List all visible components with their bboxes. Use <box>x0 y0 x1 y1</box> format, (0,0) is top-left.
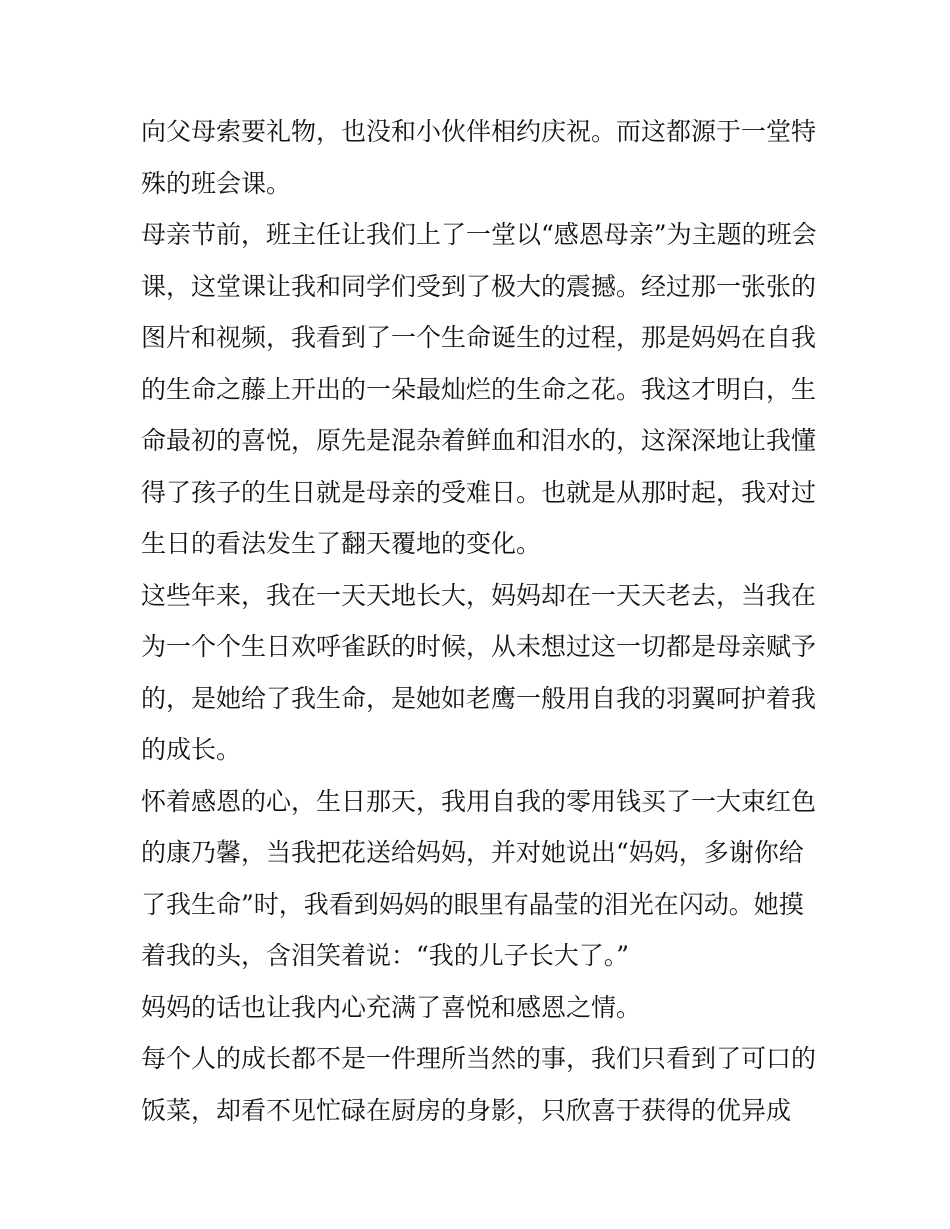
text-line: 殊的班会课。 <box>141 168 292 198</box>
text-line: 课，这堂课让我和同学们受到了极大的震撼。经过那一张张的 <box>141 271 817 301</box>
text-line: 图片和视频，我看到了一个生命诞生的过程，那是妈妈在自我 <box>141 323 817 352</box>
text-line: 怀着感恩的心，生日那天，我用自我的零用钱买了一大束红色 <box>141 786 817 816</box>
text-line: 向父母索要礼物，也没和小伙伴相约庆祝。而这都源于一堂特 <box>141 117 817 146</box>
text-line: 得了孩子的生日就是母亲的受难日。也就是从那时起，我对过 <box>141 477 817 507</box>
text-line: 饭菜，却看不见忙碌在厨房的身影，只欣喜于获得的优异成 <box>141 1095 792 1125</box>
text-line: 的成长。 <box>141 735 242 764</box>
text-line: 着我的头，含泪笑着说：“我的儿子长大了。” <box>141 941 630 970</box>
text-line: 命最初的喜悦，原先是混杂着鲜血和泪水的，这深深地让我懂 <box>141 426 817 455</box>
text-line: 的生命之藤上开出的一朵最灿烂的生命之花。我这才明白，生 <box>141 374 817 404</box>
text-line: 生日的看法发生了翻天覆地的变化。 <box>141 529 542 558</box>
text-line: 的，是她给了我生命，是她如老鹰一般用自我的羽翼呵护着我 <box>141 683 817 713</box>
body-text <box>141 106 821 1136</box>
text-line: 的康乃馨，当我把花送给妈妈，并对她说出“妈妈，多谢你给 <box>141 838 804 867</box>
text-line: 妈妈的话也让我内心充满了喜悦和感恩之情。 <box>141 992 642 1022</box>
text-line: 为一个个生日欢呼雀跃的时候，从未想过这一切都是母亲赋予 <box>141 632 817 661</box>
text-line: 母亲节前，班主任让我们上了一堂以“感恩母亲”为主题的班会 <box>141 220 817 249</box>
text-line: 每个人的成长都不是一件理所当然的事，我们只看到了可口的 <box>141 1044 817 1073</box>
text-line: 了我生命”时，我看到妈妈的眼里有晶莹的泪光在闪动。她摸 <box>141 889 804 919</box>
text-line: 这些年来，我在一天天地长大，妈妈却在一天天老去，当我在 <box>141 580 817 610</box>
